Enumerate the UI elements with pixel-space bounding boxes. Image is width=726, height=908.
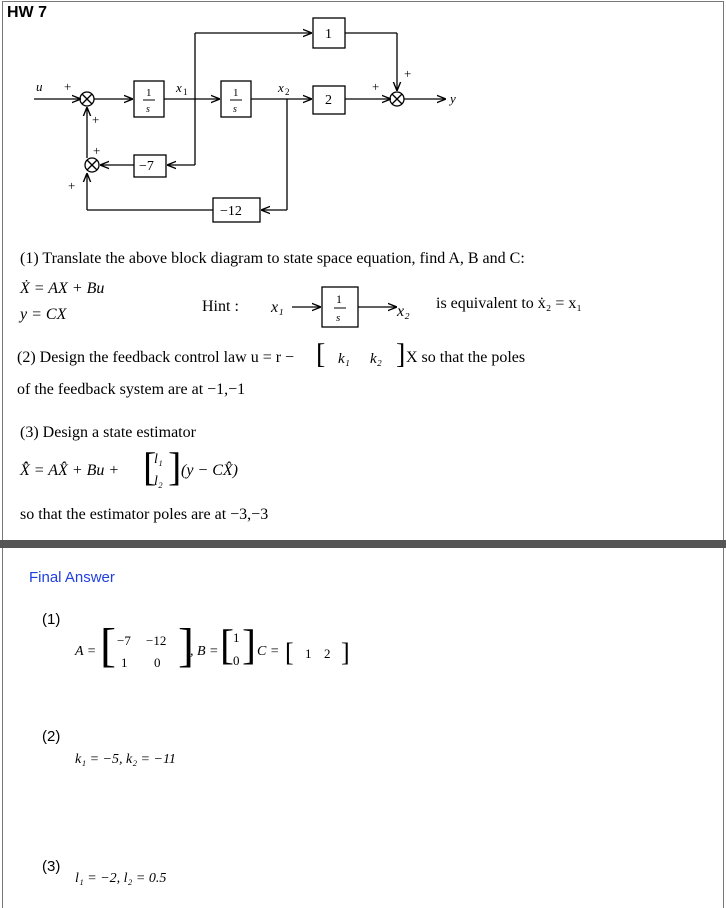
- x1-label: x: [176, 80, 182, 95]
- estimator-gain-l2: l₂: [154, 474, 163, 489]
- matrix-a-21: 1: [121, 655, 128, 670]
- question-2-line1b: X so that the poles: [406, 349, 526, 366]
- answer-part-2-value: k₁ = −5, k₂ = −11: [75, 752, 176, 767]
- x1-subscript: 1: [183, 87, 188, 97]
- panel-separator: [0, 540, 726, 548]
- answer-part-3-label: (3): [42, 858, 61, 875]
- page-title: HW 7: [7, 4, 47, 21]
- hint-equivalence: is equivalent to ẋ₂ = x₁: [436, 295, 582, 312]
- matrix-b-label: , B =: [190, 644, 219, 659]
- integrator-1-den: s: [146, 104, 150, 115]
- bracket-left: [: [100, 619, 116, 672]
- hint-label: Hint :: [202, 298, 239, 315]
- hint-output: x₂: [397, 303, 410, 320]
- integrator-2-num: 1: [233, 87, 239, 99]
- question-1-text: (1) Translate the above block diagram to state space equation, find A, B and C:: [20, 250, 525, 267]
- output-label: y: [450, 91, 456, 106]
- plus-sign: +: [404, 66, 412, 81]
- matrix-a-22: 0: [154, 655, 161, 670]
- estimator-equation-right: (y − CX̂): [181, 462, 238, 479]
- bracket-right: ]: [242, 623, 256, 669]
- plus-sign: +: [93, 143, 101, 158]
- bracket-left: [: [143, 444, 157, 489]
- x2-label: x: [278, 80, 284, 95]
- gain-2-label: 2: [325, 93, 332, 108]
- hint-integrator-den: s: [336, 312, 341, 324]
- plus-sign: +: [68, 178, 76, 193]
- output-equation: y = CX: [20, 306, 67, 323]
- estimator-equation-left: X̂̇ = AX̂ + Bu +: [20, 462, 120, 479]
- matrix-a-label: A =: [75, 644, 97, 659]
- question-3-line1: (3) Design a state estimator: [20, 424, 196, 441]
- bracket-left: [: [220, 623, 234, 669]
- x2-subscript: 2: [285, 87, 290, 97]
- block-diagram: [0, 0, 726, 230]
- answer-panel: [2, 548, 724, 908]
- answer-part-2-label: (2): [42, 728, 61, 745]
- matrix-a-12: −12: [146, 633, 167, 648]
- matrix-b-1: 1: [233, 630, 240, 645]
- input-label: u: [36, 79, 43, 94]
- matrix-b-2: 0: [233, 653, 240, 668]
- bracket-right: ]: [396, 339, 406, 370]
- bracket-right: ]: [341, 638, 350, 667]
- question-3-line3: so that the estimator poles are at −3,−3: [20, 506, 269, 523]
- plus-sign: +: [92, 112, 100, 127]
- hint-diagram: [290, 284, 410, 330]
- answer-part-1-label: (1): [42, 611, 61, 628]
- question-2-line1a: (2) Design the feedback control law u = r −: [17, 349, 295, 366]
- gain-minus7-label: −7: [139, 159, 154, 174]
- estimator-gain-l1: l₁: [154, 452, 163, 467]
- question-2-line2: of the feedback system are at −1,−1: [17, 381, 246, 398]
- gain-k2: k₂: [370, 351, 382, 367]
- gain-minus12-label: −12: [220, 204, 242, 219]
- state-equation: Ẋ = AX + Bu: [20, 280, 105, 297]
- matrix-a-11: −7: [117, 633, 131, 648]
- plus-sign: +: [372, 79, 380, 94]
- hint-input: x₁: [271, 299, 284, 316]
- matrix-c-label: , C =: [250, 644, 280, 659]
- bracket-left: [: [285, 638, 294, 667]
- bracket-right: ]: [168, 444, 182, 489]
- answer-heading: Final Answer: [29, 569, 115, 586]
- answer-part-3-value: l₁ = −2, l₂ = 0.5: [75, 871, 167, 886]
- gain-1-label: 1: [325, 27, 332, 42]
- bracket-right: ]: [178, 619, 194, 672]
- integrator-2-den: s: [233, 104, 237, 115]
- matrix-c-2: 2: [324, 646, 331, 661]
- integrator-1-num: 1: [146, 87, 152, 99]
- plus-sign: +: [64, 79, 72, 94]
- matrix-c-1: 1: [305, 646, 312, 661]
- gain-k1: k₁: [338, 351, 350, 367]
- hint-integrator-num: 1: [336, 292, 342, 306]
- bracket-left: [: [316, 339, 326, 370]
